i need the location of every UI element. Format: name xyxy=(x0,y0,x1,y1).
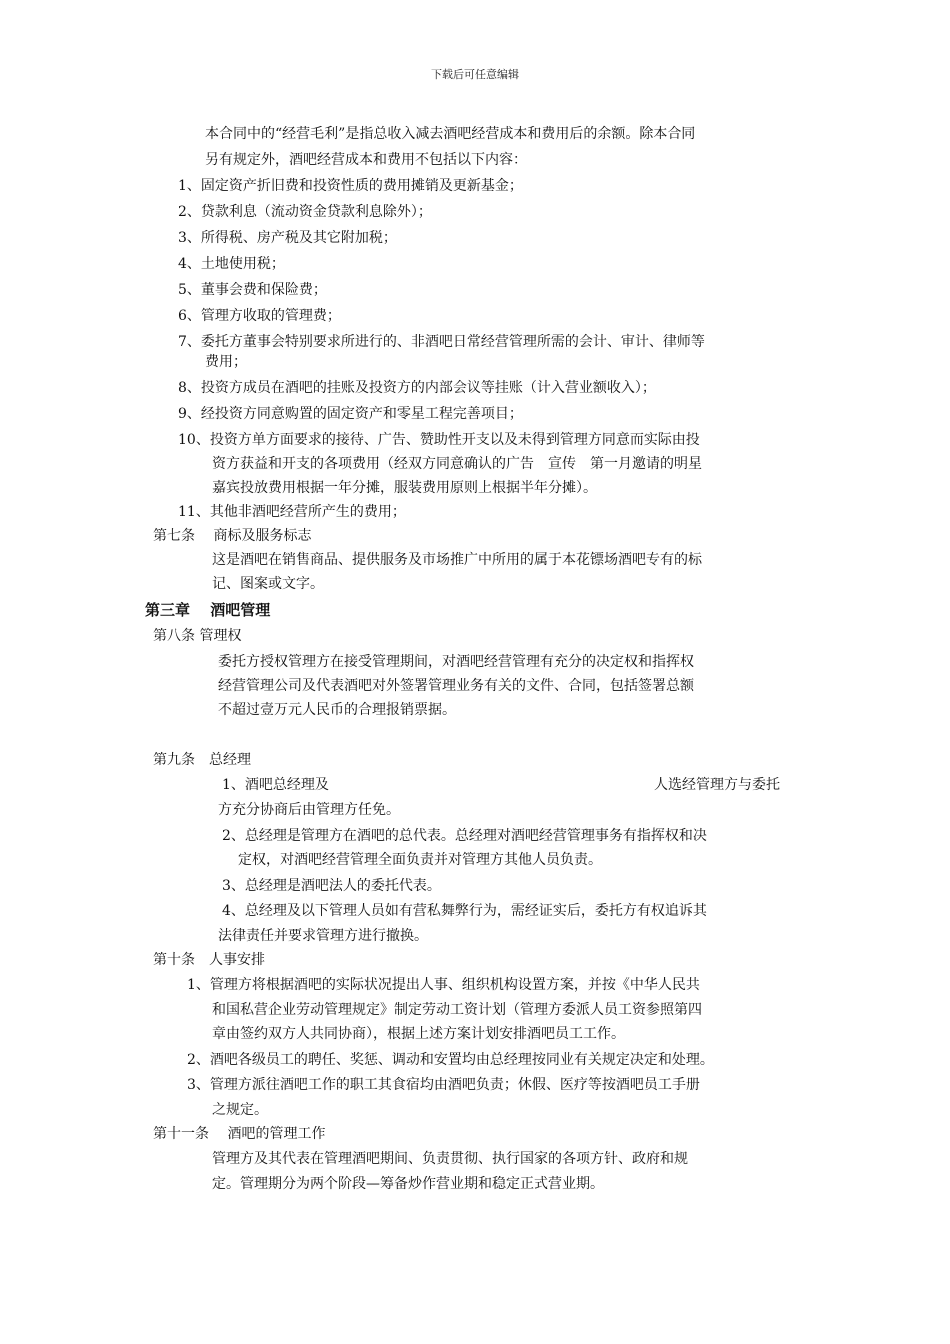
list-item: 3、所得税、房产税及其它附加税； xyxy=(178,230,397,246)
page-header: 下载后可任意编辑 xyxy=(431,68,519,81)
article-heading: 第十条 人事安排 xyxy=(153,952,265,968)
article-heading: 第八条 管理权 xyxy=(153,628,242,644)
list-item: 5、董事会费和保险费； xyxy=(178,282,327,298)
paragraph-line: 这是酒吧在销售商品、提供服务及市场推广中所用的属于本花镖场酒吧专有的标 xyxy=(212,552,702,568)
list-item: 4、土地使用税； xyxy=(178,256,285,272)
list-item-continuation: 之规定。 xyxy=(212,1102,268,1118)
paragraph-line: 经营管理公司及代表酒吧对外签署管理业务有关的文件、合同，包括签署总额 xyxy=(218,678,694,694)
list-item: 2、贷款利息（流动资金贷款利息除外）； xyxy=(178,204,432,220)
list-item: 3、总经理是酒吧法人的委托代表。 xyxy=(222,878,441,894)
list-item-continuation: 费用； xyxy=(205,354,247,370)
list-item: 9、经投资方同意购置的固定资产和零星工程完善项目； xyxy=(178,406,523,422)
list-item: 4、总经理及以下管理人员如有营私舞弊行为，需经证实后，委托方有权追诉其 xyxy=(222,903,707,919)
paragraph-line: 不超过壹万元人民币的合理报销票据。 xyxy=(218,702,456,718)
paragraph-line: 另有规定外，酒吧经营成本和费用不包括以下内容： xyxy=(205,152,527,168)
list-item: 10、投资方单方面要求的接待、广告、赞助性开支以及未得到管理方同意而实际由投 xyxy=(178,432,700,448)
paragraph-line: 定。管理期分为两个阶段—筹备炒作营业期和稳定正式营业期。 xyxy=(212,1176,604,1192)
list-item-continuation: 定权，对酒吧经营管理全面负责并对管理方其他人员负责。 xyxy=(238,852,602,868)
paragraph-line: 管理方及其代表在管理酒吧期间、负责贯彻、执行国家的各项方针、政府和规 xyxy=(212,1151,688,1167)
list-item: 1、固定资产折旧费和投资性质的费用摊销及更新基金； xyxy=(178,178,523,194)
list-item: 2、总经理是管理方在酒吧的总代表。总经理对酒吧经营管理事务有指挥权和决 xyxy=(222,828,707,844)
article-heading: 第十一条 酒吧的管理工作 xyxy=(153,1126,326,1142)
paragraph-line: 记、图案或文字。 xyxy=(212,576,324,592)
list-item-continuation: 方充分协商后由管理方任免。 xyxy=(218,802,400,818)
chapter-heading: 第三章 酒吧管理 xyxy=(145,601,271,619)
list-item-continuation: 章由签约双方人共同协商），根据上述方案计划安排酒吧员工工作。 xyxy=(212,1026,625,1042)
list-item: 8、投资方成员在酒吧的挂账及投资方的内部会议等挂账（计入营业额收入）； xyxy=(178,380,656,396)
list-item-continuation: 法律责任并要求管理方进行撤换。 xyxy=(218,928,428,944)
paragraph-line: 本合同中的“经营毛利”是指总收入减去酒吧经营成本和费用后的余额。除本合同 xyxy=(205,126,696,142)
list-item: 1、酒吧总经理及 xyxy=(222,777,329,793)
list-item: 11、其他非酒吧经营所产生的费用； xyxy=(178,504,406,520)
list-item-continuation: 和国私营企业劳动管理规定》制定劳动工资计划（管理方委派人员工资参照第四 xyxy=(212,1002,702,1018)
list-item: 2、酒吧各级员工的聘任、奖惩、调动和安置均由总经理按同业有关规定决定和处理。 xyxy=(187,1052,714,1068)
paragraph-line: 委托方授权管理方在接受管理期间，对酒吧经营管理有充分的决定权和指挥权 xyxy=(218,654,694,670)
article-heading: 第七条 商标及服务标志 xyxy=(153,528,312,544)
list-item: 7、委托方董事会特别要求所进行的、非酒吧日常经营管理所需的会计、审计、律师等 xyxy=(178,334,705,350)
list-item-continuation: 资方获益和开支的各项费用（经双方同意确认的广告 宣传 第一月邀请的明星 xyxy=(212,456,702,472)
list-item-fragment: 人选经管理方与委托 xyxy=(654,777,780,793)
list-item: 1、管理方将根据酒吧的实际状况提出人事、组织机构设置方案，并按《中华人民共 xyxy=(187,977,700,993)
list-item: 6、管理方收取的管理费； xyxy=(178,308,341,324)
list-item: 3、管理方派往酒吧工作的职工其食宿均由酒吧负责；休假、医疗等按酒吧员工手册 xyxy=(187,1077,700,1093)
article-heading: 第九条 总经理 xyxy=(153,752,251,768)
list-item-continuation: 嘉宾投放费用根据一年分摊，服装费用原则上根据半年分摊）。 xyxy=(212,480,597,496)
